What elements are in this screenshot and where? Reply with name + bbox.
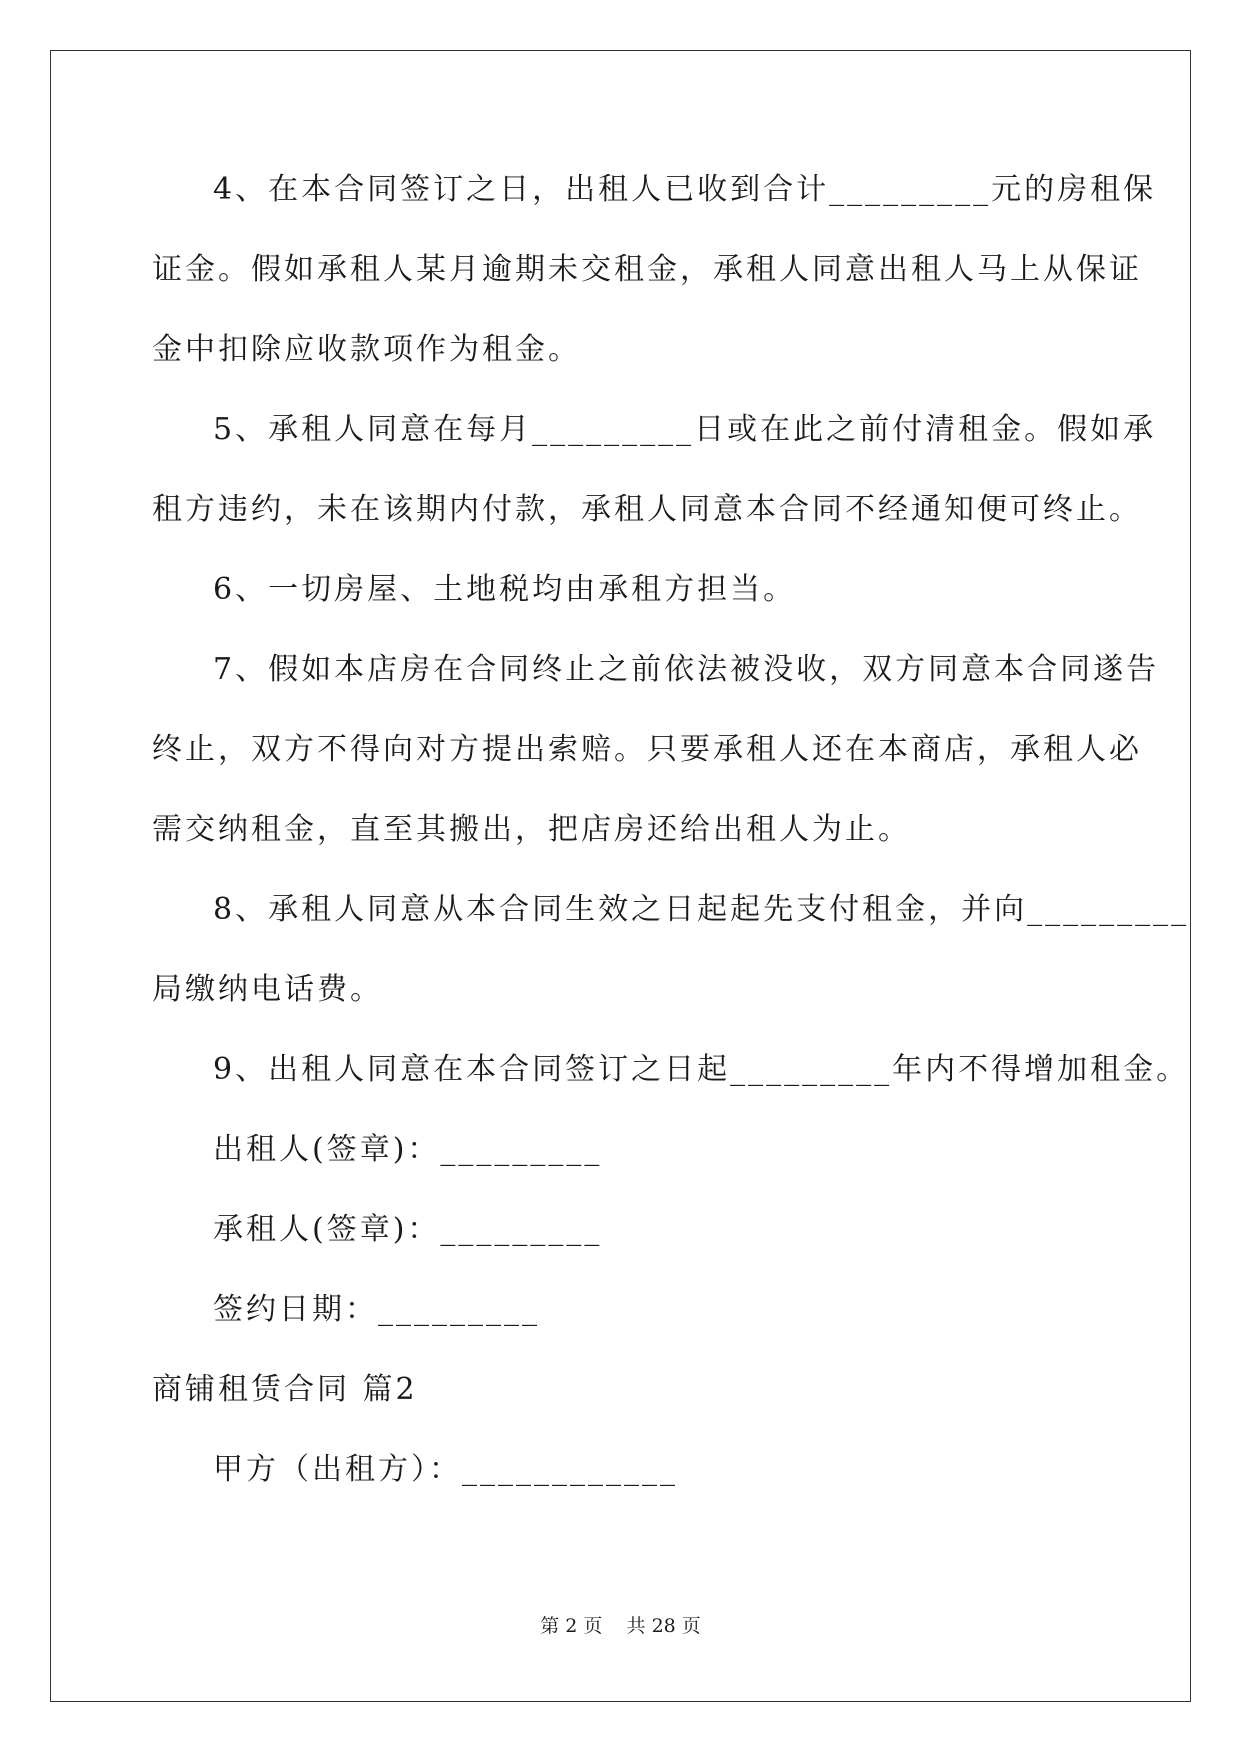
- clause-8-line-1: 8、承租人同意从本合同生效之日起起先支付租金，并向_________: [213, 892, 1190, 927]
- clause-8-line-2: 局缴纳电话费。: [152, 972, 383, 1007]
- clause-6-line-1: 6、一切房屋、土地税均由承租方担当。: [213, 572, 797, 607]
- clause-5-line-2: 租方违约，未在该期内付款，承租人同意本合同不经通知便可终止。: [152, 492, 1142, 527]
- page-number-footer: 第 2 页 共 28 页: [540, 1615, 701, 1637]
- section-heading: 商铺租赁合同 篇2: [152, 1372, 418, 1407]
- clause-4-line-2: 证金。假如承租人某月逾期未交租金，承租人同意出租人马上从保证: [152, 252, 1142, 287]
- party-a-line: 甲方（出租方）：____________: [213, 1452, 678, 1487]
- lessor-signature-line: 出租人(签章)：_________: [213, 1132, 603, 1167]
- clause-4-line-3: 金中扣除应收款项作为租金。: [152, 332, 581, 367]
- clause-7-line-3: 需交纳租金，直至其搬出，把店房还给出租人为止。: [152, 812, 911, 847]
- clause-5-line-1: 5、承租人同意在每月_________日或在此之前付清租金。假如承: [213, 412, 1157, 447]
- clause-9-line-1: 9、出租人同意在本合同签订之日起_________年内不得增加租金。: [213, 1052, 1190, 1087]
- signing-date-line: 签约日期：_________: [213, 1292, 540, 1327]
- lessee-signature-line: 承租人(签章)：_________: [213, 1212, 603, 1247]
- clause-7-line-2: 终止，双方不得向对方提出索赔。只要承租人还在本商店，承租人必: [152, 732, 1142, 767]
- clause-4-line-1: 4、在本合同签订之日，出租人已收到合计_________元的房租保: [213, 172, 1157, 207]
- clause-7-line-1: 7、假如本店房在合同终止之前依法被没收，双方同意本合同遂告: [213, 652, 1160, 687]
